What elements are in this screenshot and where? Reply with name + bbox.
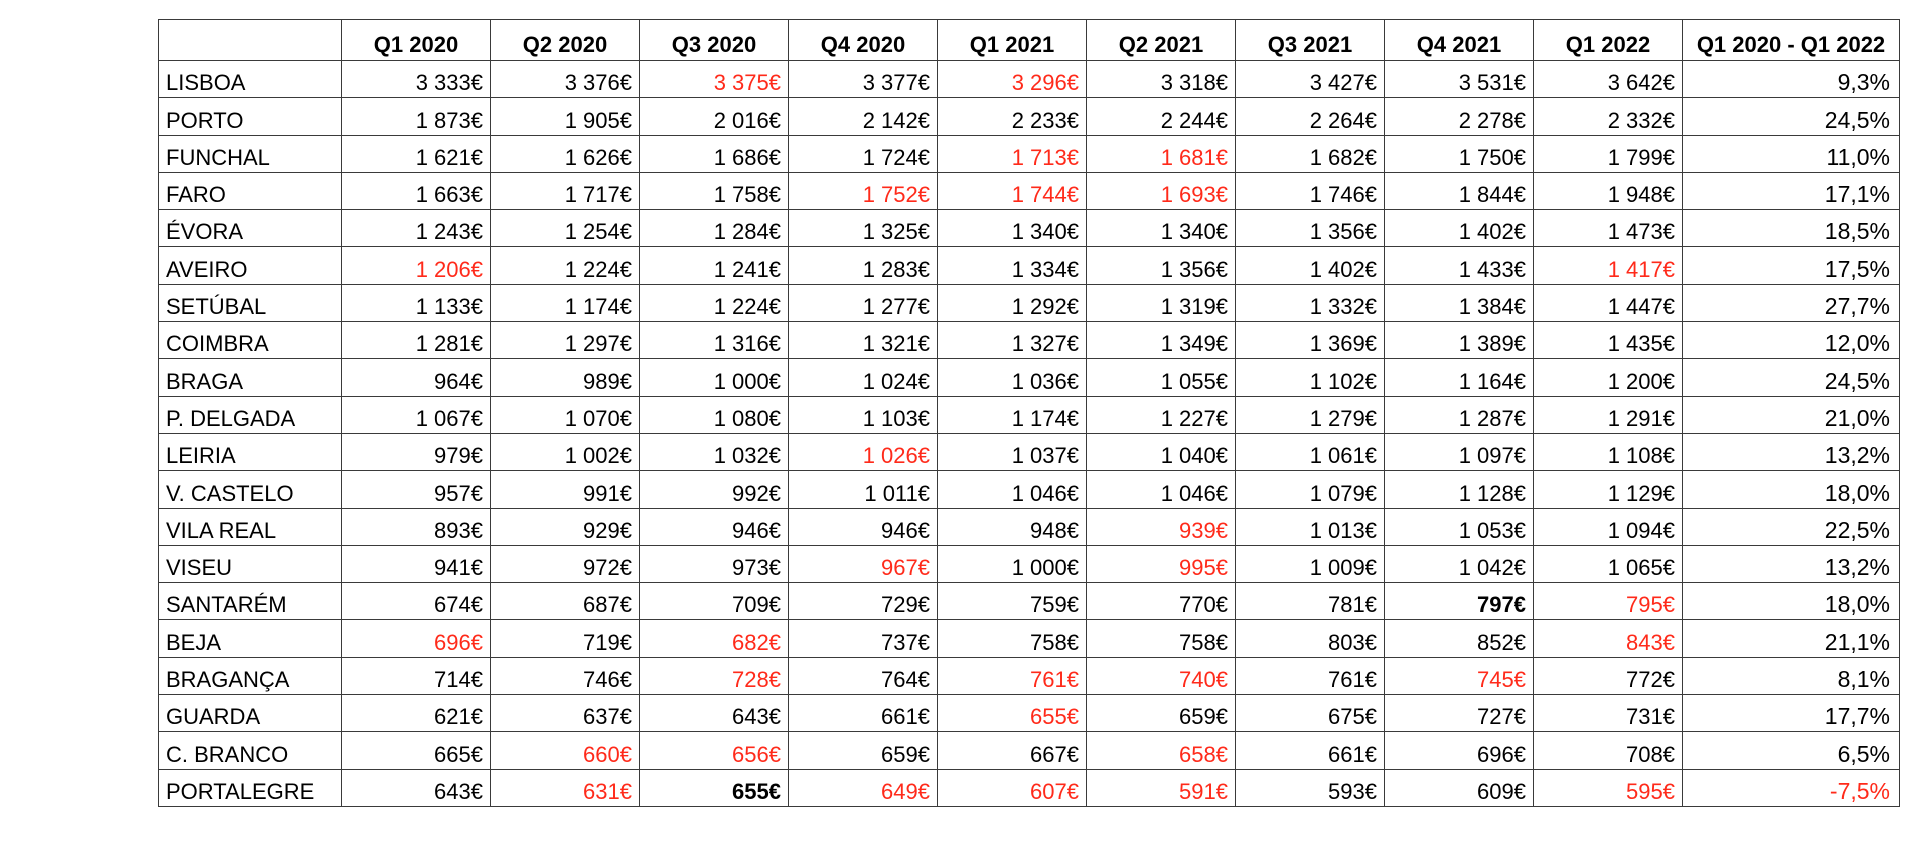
header-cell-city [159, 20, 342, 61]
table-row [159, 471, 1900, 508]
price-cell: 1 682€ [1236, 135, 1385, 172]
price-cell: 3 531€ [1385, 61, 1534, 98]
price-cell: 770€ [1087, 583, 1236, 620]
table-row [159, 98, 1900, 135]
price-cell: 1 108€ [1534, 433, 1683, 470]
price-cell: 687€ [491, 583, 640, 620]
header-cell-quarter: Q1 2021 [938, 20, 1087, 61]
price-cell: 621€ [342, 695, 491, 732]
change-cell: 17,7% [1683, 695, 1900, 732]
change-cell: 18,0% [1683, 471, 1900, 508]
price-cell: 1 626€ [491, 135, 640, 172]
price-cell: 1 129€ [1534, 471, 1683, 508]
price-cell: 665€ [342, 732, 491, 769]
price-cell: 745€ [1385, 657, 1534, 694]
price-cell: 1 133€ [342, 284, 491, 321]
price-cell: 758€ [1087, 620, 1236, 657]
change-cell: 18,5% [1683, 210, 1900, 247]
price-cell: 1 752€ [789, 172, 938, 209]
change-cell: 24,5% [1683, 359, 1900, 396]
table-row [159, 172, 1900, 209]
price-cell: 1 002€ [491, 433, 640, 470]
city-cell: VILA REAL [159, 508, 342, 545]
price-cell: 972€ [491, 545, 640, 582]
price-cell: 2 278€ [1385, 98, 1534, 135]
price-cell: 2 233€ [938, 98, 1087, 135]
change-cell: 12,0% [1683, 322, 1900, 359]
price-cell: 591€ [1087, 769, 1236, 806]
price-cell: 1 284€ [640, 210, 789, 247]
table-row [159, 322, 1900, 359]
price-cell: 1 750€ [1385, 135, 1534, 172]
price-cell: 3 376€ [491, 61, 640, 98]
price-cell: 1 693€ [1087, 172, 1236, 209]
price-cell: 797€ [1385, 583, 1534, 620]
table-row [159, 695, 1900, 732]
price-cell: 1 321€ [789, 322, 938, 359]
city-cell: FUNCHAL [159, 135, 342, 172]
price-cell: 1 013€ [1236, 508, 1385, 545]
price-cell: 1 356€ [1236, 210, 1385, 247]
price-cell: 893€ [342, 508, 491, 545]
change-cell: 21,0% [1683, 396, 1900, 433]
price-cell: 708€ [1534, 732, 1683, 769]
table-row [159, 284, 1900, 321]
price-cell: 1 663€ [342, 172, 491, 209]
price-cell: 1 283€ [789, 247, 938, 284]
price-cell: 719€ [491, 620, 640, 657]
price-cell: 1 844€ [1385, 172, 1534, 209]
price-cell: 740€ [1087, 657, 1236, 694]
price-cell: 661€ [789, 695, 938, 732]
price-cell: 1 744€ [938, 172, 1087, 209]
price-cell: 1 164€ [1385, 359, 1534, 396]
price-cell: 1 224€ [491, 247, 640, 284]
city-cell: BRAGANÇA [159, 657, 342, 694]
price-cell: 1 356€ [1087, 247, 1236, 284]
price-cell: 992€ [640, 471, 789, 508]
price-cell: 989€ [491, 359, 640, 396]
price-cell: 1 061€ [1236, 433, 1385, 470]
price-cell: 1 200€ [1534, 359, 1683, 396]
price-cell: 979€ [342, 433, 491, 470]
price-cell: 1 281€ [342, 322, 491, 359]
price-cell: 3 318€ [1087, 61, 1236, 98]
price-cell: 660€ [491, 732, 640, 769]
price-cell: 2 142€ [789, 98, 938, 135]
change-cell: 6,5% [1683, 732, 1900, 769]
header-cell-quarter: Q4 2021 [1385, 20, 1534, 61]
price-cell: 746€ [491, 657, 640, 694]
price-cell: 1 417€ [1534, 247, 1683, 284]
price-cell: 758€ [938, 620, 1087, 657]
price-cell: 659€ [1087, 695, 1236, 732]
price-cell: 1 447€ [1534, 284, 1683, 321]
price-cell: 675€ [1236, 695, 1385, 732]
price-cell: 1 389€ [1385, 322, 1534, 359]
price-cell: 1 065€ [1534, 545, 1683, 582]
price-cell: 1 717€ [491, 172, 640, 209]
city-cell: PORTO [159, 98, 342, 135]
price-cell: 759€ [938, 583, 1087, 620]
city-cell: SETÚBAL [159, 284, 342, 321]
price-cell: 1 097€ [1385, 433, 1534, 470]
price-cell: 1 037€ [938, 433, 1087, 470]
price-cell: 714€ [342, 657, 491, 694]
price-cell: 674€ [342, 583, 491, 620]
price-cell: 709€ [640, 583, 789, 620]
price-cell: 609€ [1385, 769, 1534, 806]
price-cell: 1 224€ [640, 284, 789, 321]
price-cell: 643€ [342, 769, 491, 806]
price-cell: 843€ [1534, 620, 1683, 657]
table-row [159, 396, 1900, 433]
price-cell: 1 040€ [1087, 433, 1236, 470]
city-cell: ÉVORA [159, 210, 342, 247]
price-cell: 656€ [640, 732, 789, 769]
price-cell: 3 427€ [1236, 61, 1385, 98]
price-cell: 737€ [789, 620, 938, 657]
table-row [159, 61, 1900, 98]
price-cell: 1 102€ [1236, 359, 1385, 396]
price-table [158, 19, 1900, 807]
price-cell: 929€ [491, 508, 640, 545]
price-cell: 3 377€ [789, 61, 938, 98]
price-cell: 803€ [1236, 620, 1385, 657]
price-cell: 661€ [1236, 732, 1385, 769]
price-cell: 728€ [640, 657, 789, 694]
price-cell: 991€ [491, 471, 640, 508]
table-row [159, 135, 1900, 172]
change-cell: 24,5% [1683, 98, 1900, 135]
price-cell: 1 291€ [1534, 396, 1683, 433]
price-cell: 2 244€ [1087, 98, 1236, 135]
price-cell: 607€ [938, 769, 1087, 806]
price-cell: 761€ [938, 657, 1087, 694]
table-row [159, 210, 1900, 247]
city-cell: BEJA [159, 620, 342, 657]
header-cell-change: Q1 2020 - Q1 2022 [1683, 20, 1900, 61]
price-cell: 1 334€ [938, 247, 1087, 284]
price-cell: 973€ [640, 545, 789, 582]
price-cell: 3 375€ [640, 61, 789, 98]
price-cell: 1 681€ [1087, 135, 1236, 172]
price-cell: 1 686€ [640, 135, 789, 172]
price-cell: 1 046€ [938, 471, 1087, 508]
price-cell: 1 277€ [789, 284, 938, 321]
price-cell: 1 287€ [1385, 396, 1534, 433]
change-cell: 13,2% [1683, 545, 1900, 582]
price-cell: 939€ [1087, 508, 1236, 545]
header-row [159, 20, 1900, 61]
city-cell: P. DELGADA [159, 396, 342, 433]
price-cell: 1 297€ [491, 322, 640, 359]
price-cell: 1 433€ [1385, 247, 1534, 284]
price-cell: 731€ [1534, 695, 1683, 732]
price-cell: 655€ [640, 769, 789, 806]
city-cell: GUARDA [159, 695, 342, 732]
table-row [159, 769, 1900, 806]
price-cell: 1 724€ [789, 135, 938, 172]
price-cell: 1 746€ [1236, 172, 1385, 209]
price-cell: 1 473€ [1534, 210, 1683, 247]
price-cell: 3 296€ [938, 61, 1087, 98]
price-cell: 1 046€ [1087, 471, 1236, 508]
header-cell-quarter: Q1 2020 [342, 20, 491, 61]
price-cell: 964€ [342, 359, 491, 396]
price-cell: 1 799€ [1534, 135, 1683, 172]
price-cell: 595€ [1534, 769, 1683, 806]
price-cell: 1 024€ [789, 359, 938, 396]
price-cell: 1 103€ [789, 396, 938, 433]
price-cell: 1 036€ [938, 359, 1087, 396]
price-cell: 1 080€ [640, 396, 789, 433]
price-cell: 1 000€ [938, 545, 1087, 582]
price-cell: 1 279€ [1236, 396, 1385, 433]
city-cell: FARO [159, 172, 342, 209]
price-cell: 631€ [491, 769, 640, 806]
price-cell: 2 332€ [1534, 98, 1683, 135]
table-row [159, 247, 1900, 284]
price-cell: 2 264€ [1236, 98, 1385, 135]
price-cell: 1 094€ [1534, 508, 1683, 545]
price-cell: 1 369€ [1236, 322, 1385, 359]
price-cell: 667€ [938, 732, 1087, 769]
price-cell: 1 292€ [938, 284, 1087, 321]
price-cell: 1 227€ [1087, 396, 1236, 433]
price-cell: 1 316€ [640, 322, 789, 359]
header-cell-quarter: Q3 2020 [640, 20, 789, 61]
price-cell: 1 026€ [789, 433, 938, 470]
price-cell: 1 713€ [938, 135, 1087, 172]
price-cell: 1 042€ [1385, 545, 1534, 582]
price-cell: 764€ [789, 657, 938, 694]
price-cell: 655€ [938, 695, 1087, 732]
price-cell: 1 174€ [491, 284, 640, 321]
table-row [159, 583, 1900, 620]
header-cell-quarter: Q3 2021 [1236, 20, 1385, 61]
price-cell: 948€ [938, 508, 1087, 545]
city-cell: BRAGA [159, 359, 342, 396]
price-cell: 1 254€ [491, 210, 640, 247]
header-cell-quarter: Q4 2020 [789, 20, 938, 61]
price-cell: 1 948€ [1534, 172, 1683, 209]
price-cell: 1 332€ [1236, 284, 1385, 321]
price-cell: 1 009€ [1236, 545, 1385, 582]
change-cell: 17,5% [1683, 247, 1900, 284]
price-cell: 643€ [640, 695, 789, 732]
price-cell: 1 067€ [342, 396, 491, 433]
change-cell: 9,3% [1683, 61, 1900, 98]
price-cell: 995€ [1087, 545, 1236, 582]
table-row [159, 545, 1900, 582]
city-cell: LISBOA [159, 61, 342, 98]
price-cell: 1 325€ [789, 210, 938, 247]
price-cell: 957€ [342, 471, 491, 508]
change-cell: 21,1% [1683, 620, 1900, 657]
price-cell: 658€ [1087, 732, 1236, 769]
price-cell: 772€ [1534, 657, 1683, 694]
city-cell: C. BRANCO [159, 732, 342, 769]
change-cell: -7,5% [1683, 769, 1900, 806]
city-cell: AVEIRO [159, 247, 342, 284]
city-cell: COIMBRA [159, 322, 342, 359]
city-cell: SANTARÉM [159, 583, 342, 620]
change-cell: 18,0% [1683, 583, 1900, 620]
price-cell: 727€ [1385, 695, 1534, 732]
price-cell: 593€ [1236, 769, 1385, 806]
change-cell: 8,1% [1683, 657, 1900, 694]
table-header [159, 20, 1900, 61]
header-cell-quarter: Q2 2021 [1087, 20, 1236, 61]
price-cell: 1 402€ [1236, 247, 1385, 284]
price-cell: 659€ [789, 732, 938, 769]
price-cell: 1 402€ [1385, 210, 1534, 247]
price-cell: 946€ [789, 508, 938, 545]
change-cell: 27,7% [1683, 284, 1900, 321]
city-cell: V. CASTELO [159, 471, 342, 508]
price-cell: 1 621€ [342, 135, 491, 172]
price-cell: 1 349€ [1087, 322, 1236, 359]
price-cell: 3 333€ [342, 61, 491, 98]
change-cell: 22,5% [1683, 508, 1900, 545]
price-cell: 696€ [342, 620, 491, 657]
city-cell: PORTALEGRE [159, 769, 342, 806]
price-cell: 1 340€ [1087, 210, 1236, 247]
price-cell: 1 011€ [789, 471, 938, 508]
price-cell: 1 241€ [640, 247, 789, 284]
price-cell: 1 174€ [938, 396, 1087, 433]
change-cell: 11,0% [1683, 135, 1900, 172]
header-cell-quarter: Q1 2022 [1534, 20, 1683, 61]
table-row [159, 657, 1900, 694]
city-cell: VISEU [159, 545, 342, 582]
table-row [159, 359, 1900, 396]
price-cell: 1 758€ [640, 172, 789, 209]
price-cell: 1 070€ [491, 396, 640, 433]
price-cell: 3 642€ [1534, 61, 1683, 98]
table-row [159, 433, 1900, 470]
price-cell: 1 032€ [640, 433, 789, 470]
price-cell: 1 319€ [1087, 284, 1236, 321]
price-cell: 1 873€ [342, 98, 491, 135]
price-cell: 852€ [1385, 620, 1534, 657]
price-cell: 729€ [789, 583, 938, 620]
price-cell: 2 016€ [640, 98, 789, 135]
price-cell: 696€ [1385, 732, 1534, 769]
price-cell: 1 206€ [342, 247, 491, 284]
price-cell: 781€ [1236, 583, 1385, 620]
price-cell: 1 384€ [1385, 284, 1534, 321]
table-row [159, 508, 1900, 545]
price-cell: 1 905€ [491, 98, 640, 135]
price-cell: 1 327€ [938, 322, 1087, 359]
table-row [159, 620, 1900, 657]
price-cell: 1 340€ [938, 210, 1087, 247]
table-body [159, 61, 1900, 807]
price-cell: 1 055€ [1087, 359, 1236, 396]
change-cell: 13,2% [1683, 433, 1900, 470]
price-cell: 795€ [1534, 583, 1683, 620]
price-cell: 637€ [491, 695, 640, 732]
price-cell: 1 128€ [1385, 471, 1534, 508]
price-cell: 1 000€ [640, 359, 789, 396]
header-cell-quarter: Q2 2020 [491, 20, 640, 61]
price-cell: 682€ [640, 620, 789, 657]
price-cell: 946€ [640, 508, 789, 545]
price-cell: 967€ [789, 545, 938, 582]
table-row [159, 732, 1900, 769]
price-cell: 1 243€ [342, 210, 491, 247]
price-cell: 1 079€ [1236, 471, 1385, 508]
city-cell: LEIRIA [159, 433, 342, 470]
price-cell: 1 435€ [1534, 322, 1683, 359]
price-cell: 649€ [789, 769, 938, 806]
price-cell: 761€ [1236, 657, 1385, 694]
price-cell: 941€ [342, 545, 491, 582]
change-cell: 17,1% [1683, 172, 1900, 209]
price-cell: 1 053€ [1385, 508, 1534, 545]
